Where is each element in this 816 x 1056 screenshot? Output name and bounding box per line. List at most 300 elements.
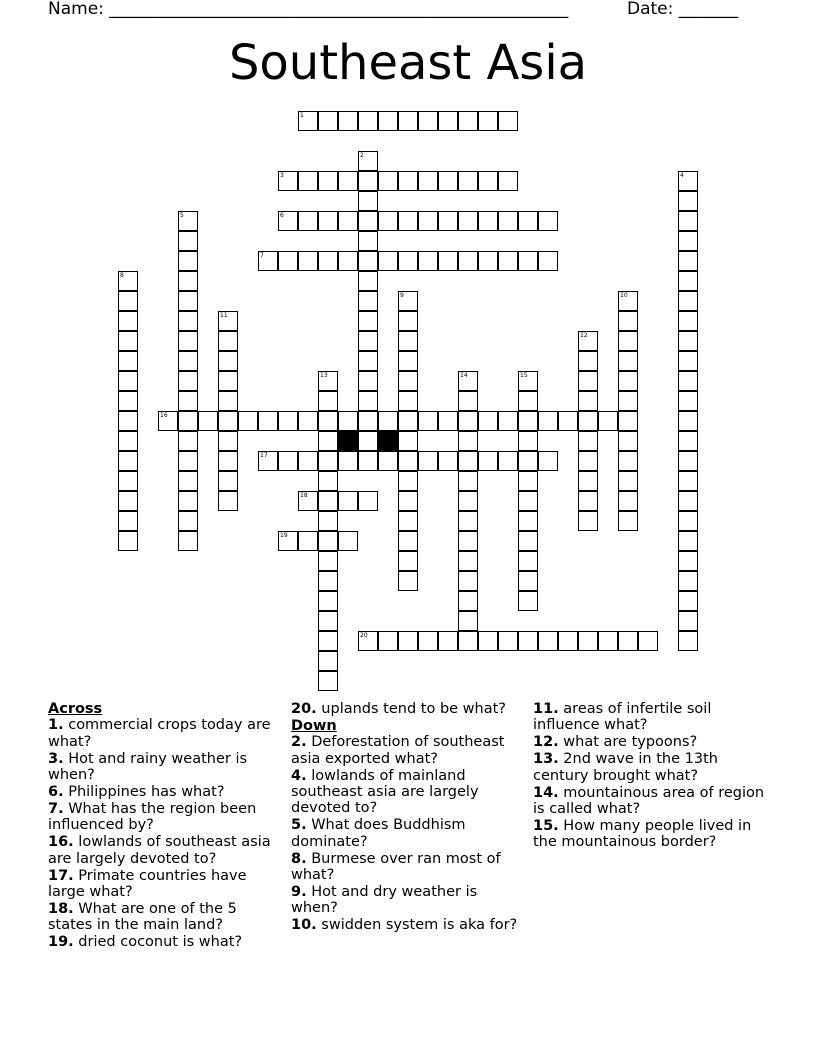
grid-cell[interactable]	[518, 391, 538, 411]
grid-cell[interactable]	[398, 491, 418, 511]
grid-cell[interactable]	[398, 531, 418, 551]
grid-cell[interactable]	[358, 631, 378, 651]
grid-cell[interactable]	[578, 471, 598, 491]
grid-cell[interactable]	[338, 451, 358, 471]
grid-cell[interactable]	[478, 631, 498, 651]
grid-cell[interactable]	[678, 411, 698, 431]
grid-cell[interactable]	[338, 111, 358, 131]
grid-cell[interactable]	[678, 631, 698, 651]
grid-cell[interactable]	[678, 531, 698, 551]
grid-cell[interactable]	[618, 511, 638, 531]
grid-cell[interactable]	[618, 471, 638, 491]
grid-cell[interactable]	[358, 351, 378, 371]
grid-cell[interactable]	[178, 451, 198, 471]
grid-cell[interactable]	[458, 551, 478, 571]
clue-across-6: 6. Philippines has what?	[48, 784, 225, 801]
grid-cell[interactable]	[518, 451, 538, 471]
cell-number: 6	[280, 212, 284, 219]
grid-cell[interactable]	[618, 311, 638, 331]
grid-cell[interactable]	[458, 531, 478, 551]
grid-cell[interactable]	[318, 491, 338, 511]
grid-cell[interactable]	[678, 351, 698, 371]
grid-cell[interactable]	[458, 631, 478, 651]
cell-number: 10	[620, 292, 628, 299]
grid-cell[interactable]	[178, 331, 198, 351]
grid-cell[interactable]	[438, 171, 458, 191]
grid-cell[interactable]	[678, 391, 698, 411]
grid-cell[interactable]	[518, 211, 538, 231]
grid-cell[interactable]	[518, 411, 538, 431]
clues-column-2	[291, 701, 523, 934]
grid-cell[interactable]	[458, 471, 478, 491]
cell-number: 14	[460, 372, 468, 379]
grid-cell[interactable]	[538, 411, 558, 431]
grid-cell[interactable]	[378, 411, 398, 431]
clue-down-14: 14. mountainous area of region is called what?	[533, 784, 765, 817]
grid-cell[interactable]	[318, 251, 338, 271]
grid-cell[interactable]	[578, 491, 598, 511]
grid-cell[interactable]	[618, 431, 638, 451]
grid-cell[interactable]	[398, 631, 418, 651]
grid-cell[interactable]	[458, 111, 478, 131]
grid-cell[interactable]	[578, 511, 598, 531]
grid-cell[interactable]	[298, 411, 318, 431]
grid-cell[interactable]	[578, 631, 598, 651]
grid-cell[interactable]	[218, 411, 238, 431]
grid-cell[interactable]	[478, 211, 498, 231]
grid-cell[interactable]	[538, 251, 558, 271]
grid-cell[interactable]	[178, 411, 198, 431]
clue-down-11: 11. areas of infertile soil influence what?	[533, 701, 712, 734]
grid-cell[interactable]	[118, 471, 138, 491]
grid-cell[interactable]	[338, 171, 358, 191]
cell-number: 15	[520, 372, 528, 379]
grid-cell[interactable]	[358, 151, 378, 171]
grid-cell[interactable]	[458, 451, 478, 471]
grid-cell[interactable]	[318, 511, 338, 531]
grid-cell[interactable]	[398, 511, 418, 531]
grid-cell[interactable]	[618, 411, 638, 431]
grid-cell[interactable]	[398, 391, 418, 411]
grid-cell[interactable]	[318, 171, 338, 191]
grid-cell[interactable]	[678, 471, 698, 491]
grid-cell[interactable]	[298, 451, 318, 471]
clue-down-2: 2. Deforestation of southeast asia exported what?	[291, 734, 505, 767]
grid-cell[interactable]	[618, 491, 638, 511]
grid-cell[interactable]	[538, 631, 558, 651]
grid-cell[interactable]	[178, 491, 198, 511]
grid-cell[interactable]	[318, 371, 338, 391]
grid-cell[interactable]	[318, 391, 338, 411]
grid-cell[interactable]	[178, 351, 198, 371]
grid-cell[interactable]	[358, 251, 378, 271]
grid-cell[interactable]	[678, 591, 698, 611]
grid-cell[interactable]	[318, 531, 338, 551]
grid-cell[interactable]	[418, 251, 438, 271]
grid-cell[interactable]	[118, 511, 138, 531]
grid-cell[interactable]	[618, 391, 638, 411]
grid-cell[interactable]	[458, 491, 478, 511]
grid-cell[interactable]	[518, 551, 538, 571]
cell-number: 18	[300, 492, 308, 499]
grid-cell[interactable]	[498, 451, 518, 471]
grid-cell[interactable]	[118, 491, 138, 511]
cell-number: 9	[400, 292, 404, 299]
grid-cell[interactable]	[318, 471, 338, 491]
grid-cell[interactable]	[678, 191, 698, 211]
name-field[interactable]: Name: ______________________________________________________	[48, 0, 569, 19]
grid-cell[interactable]	[418, 411, 438, 431]
grid-cell[interactable]	[498, 211, 518, 231]
grid-cell[interactable]	[258, 411, 278, 431]
grid-cell[interactable]	[358, 411, 378, 431]
grid-cell[interactable]	[418, 211, 438, 231]
grid-cell[interactable]	[398, 171, 418, 191]
grid-cell[interactable]	[518, 531, 538, 551]
grid-cell[interactable]	[578, 331, 598, 351]
grid-cell[interactable]	[358, 491, 378, 511]
grid-cell[interactable]	[278, 411, 298, 431]
grid-cell[interactable]	[418, 171, 438, 191]
grid-cell[interactable]	[218, 471, 238, 491]
down-heading: Down	[291, 717, 337, 734]
grid-cell[interactable]	[578, 371, 598, 391]
clue-across-17: 17. Primate countries have large what?	[48, 867, 247, 900]
grid-cell[interactable]	[218, 351, 238, 371]
grid-cell[interactable]	[618, 371, 638, 391]
grid-cell[interactable]	[458, 411, 478, 431]
cell-number: 20	[360, 632, 368, 639]
grid-cell[interactable]	[398, 431, 418, 451]
grid-cell[interactable]	[478, 451, 498, 471]
grid-cell[interactable]	[158, 411, 178, 431]
clue-down-10: 10. swidden system is aka for?	[291, 917, 518, 934]
grid-cell[interactable]	[618, 451, 638, 471]
grid-cell[interactable]	[178, 211, 198, 231]
date-field[interactable]: Date: _______	[627, 0, 739, 19]
grid-cell[interactable]	[198, 411, 218, 431]
grid-cell[interactable]	[398, 311, 418, 331]
grid-cell[interactable]	[678, 211, 698, 231]
grid-cell[interactable]	[318, 591, 338, 611]
grid-cell[interactable]	[458, 591, 478, 611]
black-cell	[338, 431, 358, 451]
grid-cell[interactable]	[398, 471, 418, 491]
grid-cell[interactable]	[398, 551, 418, 571]
grid-cell[interactable]	[338, 491, 358, 511]
grid-cell[interactable]	[398, 451, 418, 471]
grid-cell[interactable]	[438, 251, 458, 271]
grid-cell[interactable]	[458, 251, 478, 271]
grid-cell[interactable]	[618, 331, 638, 351]
clue-across-18: 18. What are one of the 5 states in the main land?	[48, 900, 237, 934]
grid-cell[interactable]	[178, 391, 198, 411]
grid-cell[interactable]	[318, 671, 338, 691]
grid-cell[interactable]	[318, 431, 338, 451]
grid-cell[interactable]	[218, 371, 238, 391]
grid-cell[interactable]	[258, 251, 278, 271]
grid-cell[interactable]	[498, 411, 518, 431]
grid-cell[interactable]	[438, 211, 458, 231]
grid-cell[interactable]	[458, 611, 478, 631]
grid-cell[interactable]	[618, 351, 638, 371]
grid-cell[interactable]	[118, 351, 138, 371]
grid-cell[interactable]	[378, 211, 398, 231]
grid-cell[interactable]	[438, 111, 458, 131]
grid-cell[interactable]	[398, 351, 418, 371]
grid-cell[interactable]	[478, 411, 498, 431]
grid-cell[interactable]	[378, 251, 398, 271]
grid-cell[interactable]	[318, 411, 338, 431]
cell-number: 1	[300, 112, 304, 119]
page-title: Southeast Asia	[228, 35, 588, 91]
grid-cell[interactable]	[678, 251, 698, 271]
grid-cell[interactable]	[358, 451, 378, 471]
grid-cell[interactable]	[118, 311, 138, 331]
grid-cell[interactable]	[298, 111, 318, 131]
grid-cell[interactable]	[598, 631, 618, 651]
grid-cell[interactable]	[118, 531, 138, 551]
grid-cell[interactable]	[358, 371, 378, 391]
grid-cell[interactable]	[178, 511, 198, 531]
grid-cell[interactable]	[518, 471, 538, 491]
grid-cell[interactable]	[458, 211, 478, 231]
grid-cell[interactable]	[278, 451, 298, 471]
cell-number: 12	[580, 332, 588, 339]
grid-cell[interactable]	[578, 411, 598, 431]
grid-cell[interactable]	[418, 111, 438, 131]
grid-cell[interactable]	[458, 571, 478, 591]
grid-cell[interactable]	[678, 371, 698, 391]
grid-cell[interactable]	[118, 291, 138, 311]
grid-cell[interactable]	[458, 371, 478, 391]
grid-cell[interactable]	[298, 491, 318, 511]
grid-cell[interactable]	[398, 251, 418, 271]
grid-cell[interactable]	[358, 111, 378, 131]
grid-cell[interactable]	[358, 231, 378, 251]
grid-cell[interactable]	[278, 211, 298, 231]
grid-cell[interactable]	[218, 491, 238, 511]
cell-number: 3	[280, 172, 284, 179]
grid-cell[interactable]	[478, 171, 498, 191]
clue-across-20: 20. uplands tend to be what?	[291, 701, 506, 717]
grid-cell[interactable]	[178, 471, 198, 491]
grid-cell[interactable]	[458, 171, 478, 191]
grid-cell[interactable]	[678, 451, 698, 471]
grid-cell[interactable]	[238, 411, 258, 431]
grid-cell[interactable]	[538, 451, 558, 471]
grid-cell[interactable]	[678, 551, 698, 571]
grid-cell[interactable]	[358, 211, 378, 231]
clue-down-9: 9. Hot and dry weather is when?	[291, 883, 478, 917]
cell-number: 2	[360, 152, 364, 159]
grid-cell[interactable]	[258, 451, 278, 471]
grid-cell[interactable]	[678, 511, 698, 531]
grid-cell[interactable]	[398, 111, 418, 131]
grid-cell[interactable]	[518, 431, 538, 451]
cell-number: 5	[180, 212, 184, 219]
grid-cell[interactable]	[398, 411, 418, 431]
grid-cell[interactable]	[178, 231, 198, 251]
cell-number: 8	[120, 272, 124, 279]
grid-cell[interactable]	[678, 491, 698, 511]
grid-cell[interactable]	[298, 171, 318, 191]
grid-cell[interactable]	[678, 231, 698, 251]
grid-cell[interactable]	[318, 551, 338, 571]
grid-cell[interactable]	[458, 431, 478, 451]
grid-cell[interactable]	[398, 211, 418, 231]
grid-cell[interactable]	[398, 371, 418, 391]
grid-cell[interactable]	[498, 631, 518, 651]
grid-cell[interactable]	[378, 631, 398, 651]
grid-cell[interactable]	[218, 451, 238, 471]
clue-across-3: 3. Hot and rainy weather is when?	[48, 750, 248, 784]
grid-cell[interactable]	[478, 111, 498, 131]
grid-cell[interactable]	[118, 431, 138, 451]
grid-cell[interactable]	[178, 271, 198, 291]
grid-cell[interactable]	[118, 331, 138, 351]
grid-cell[interactable]	[398, 291, 418, 311]
grid-cell[interactable]	[118, 411, 138, 431]
grid-cell[interactable]	[118, 391, 138, 411]
cell-number: 7	[260, 252, 264, 259]
grid-cell[interactable]	[338, 531, 358, 551]
grid-cell[interactable]	[618, 631, 638, 651]
grid-cell[interactable]	[178, 371, 198, 391]
clue-down-12: 12. what are typoons?	[533, 734, 698, 751]
clues-column-1	[48, 701, 278, 951]
grid-cell[interactable]	[538, 211, 558, 231]
grid-cell[interactable]	[178, 311, 198, 331]
grid-cell[interactable]	[678, 571, 698, 591]
grid-cell[interactable]	[518, 591, 538, 611]
grid-cell[interactable]	[498, 251, 518, 271]
grid-cell[interactable]	[218, 431, 238, 451]
grid-cell[interactable]	[518, 571, 538, 591]
grid-cell[interactable]	[358, 171, 378, 191]
grid-cell[interactable]	[358, 291, 378, 311]
grid-cell[interactable]	[578, 431, 598, 451]
grid-cell[interactable]	[398, 571, 418, 591]
grid-cell[interactable]	[498, 111, 518, 131]
grid-cell[interactable]	[438, 631, 458, 651]
grid-cell[interactable]	[178, 531, 198, 551]
grid-cell[interactable]	[278, 531, 298, 551]
cell-number: 13	[320, 372, 328, 379]
grid-cell[interactable]	[358, 431, 378, 451]
cell-number: 19	[280, 532, 288, 539]
grid-cell[interactable]	[338, 211, 358, 231]
grid-cell[interactable]	[318, 111, 338, 131]
black-cell	[378, 431, 398, 451]
grid-cell[interactable]	[518, 371, 538, 391]
grid-cell[interactable]	[518, 251, 538, 271]
grid-cell[interactable]	[478, 251, 498, 271]
grid-cell[interactable]	[518, 511, 538, 531]
grid-cell[interactable]	[178, 291, 198, 311]
grid-cell[interactable]	[318, 631, 338, 651]
grid-cell[interactable]	[418, 451, 438, 471]
clue-across-16: 16. lowlands of southeast asia are largely devoted to?	[48, 834, 271, 867]
grid-cell[interactable]	[218, 331, 238, 351]
grid-cell[interactable]	[678, 171, 698, 191]
grid-cell[interactable]	[118, 451, 138, 471]
grid-cell[interactable]	[578, 351, 598, 371]
clue-across-1: 1. commercial crops today are what?	[48, 717, 271, 750]
grid-cell[interactable]	[678, 331, 698, 351]
grid-cell[interactable]	[218, 311, 238, 331]
grid-cell[interactable]	[678, 431, 698, 451]
across-heading: Across	[48, 701, 103, 717]
grid-cell[interactable]	[318, 451, 338, 471]
grid-cell[interactable]	[618, 291, 638, 311]
clue-down-15: 15. How many people lived in the mountainous border?	[533, 817, 752, 851]
grid-cell[interactable]	[578, 451, 598, 471]
grid-cell[interactable]	[438, 411, 458, 431]
grid-cell[interactable]	[298, 211, 318, 231]
grid-cell[interactable]	[378, 451, 398, 471]
grid-cell[interactable]	[318, 611, 338, 631]
grid-cell[interactable]	[178, 431, 198, 451]
clue-down-13: 13. 2nd wave in the 13th century brought what?	[533, 751, 718, 784]
grid-cell[interactable]	[358, 391, 378, 411]
grid-cell[interactable]	[578, 391, 598, 411]
grid-cell[interactable]	[278, 251, 298, 271]
grid-cell[interactable]	[378, 171, 398, 191]
clue-across-7: 7. What has the region been influenced by?	[48, 800, 257, 834]
grid-cell[interactable]	[558, 411, 578, 431]
grid-cell[interactable]	[218, 391, 238, 411]
grid-cell[interactable]	[118, 371, 138, 391]
grid-cell[interactable]	[378, 111, 398, 131]
grid-cell[interactable]	[458, 391, 478, 411]
grid-cell[interactable]	[598, 411, 618, 431]
grid-cell[interactable]	[318, 211, 338, 231]
grid-cell[interactable]	[358, 331, 378, 351]
grid-cell[interactable]	[358, 271, 378, 291]
grid-cell[interactable]	[638, 631, 658, 651]
cell-number: 11	[220, 312, 228, 319]
clues-column-3	[533, 701, 768, 851]
clue-down-5: 5. What does Buddhism dominate?	[291, 817, 466, 850]
grid-cell[interactable]	[298, 531, 318, 551]
grid-cell[interactable]	[458, 511, 478, 531]
grid-cell[interactable]	[678, 291, 698, 311]
grid-cell[interactable]	[438, 451, 458, 471]
grid-cell[interactable]	[678, 611, 698, 631]
grid-cell[interactable]	[178, 251, 198, 271]
clue-down-8: 8. Burmese over ran most of what?	[291, 850, 501, 884]
clue-down-4: 4. lowlands of mainland southeast asia are largely devoted to?	[291, 767, 479, 817]
grid-cell[interactable]	[338, 251, 358, 271]
grid-cell[interactable]	[358, 311, 378, 331]
grid-cell[interactable]	[358, 191, 378, 211]
grid-cell[interactable]	[678, 271, 698, 291]
grid-cell[interactable]	[118, 271, 138, 291]
grid-cell[interactable]	[518, 491, 538, 511]
grid-cell[interactable]	[298, 251, 318, 271]
grid-cell[interactable]	[278, 171, 298, 191]
grid-cell[interactable]	[338, 411, 358, 431]
grid-cell[interactable]	[518, 631, 538, 651]
grid-cell[interactable]	[498, 171, 518, 191]
grid-cell[interactable]	[318, 651, 338, 671]
grid-cell[interactable]	[418, 631, 438, 651]
grid-cell[interactable]	[318, 571, 338, 591]
grid-cell[interactable]	[398, 331, 418, 351]
grid-cell[interactable]	[678, 311, 698, 331]
grid-cell[interactable]	[558, 631, 578, 651]
